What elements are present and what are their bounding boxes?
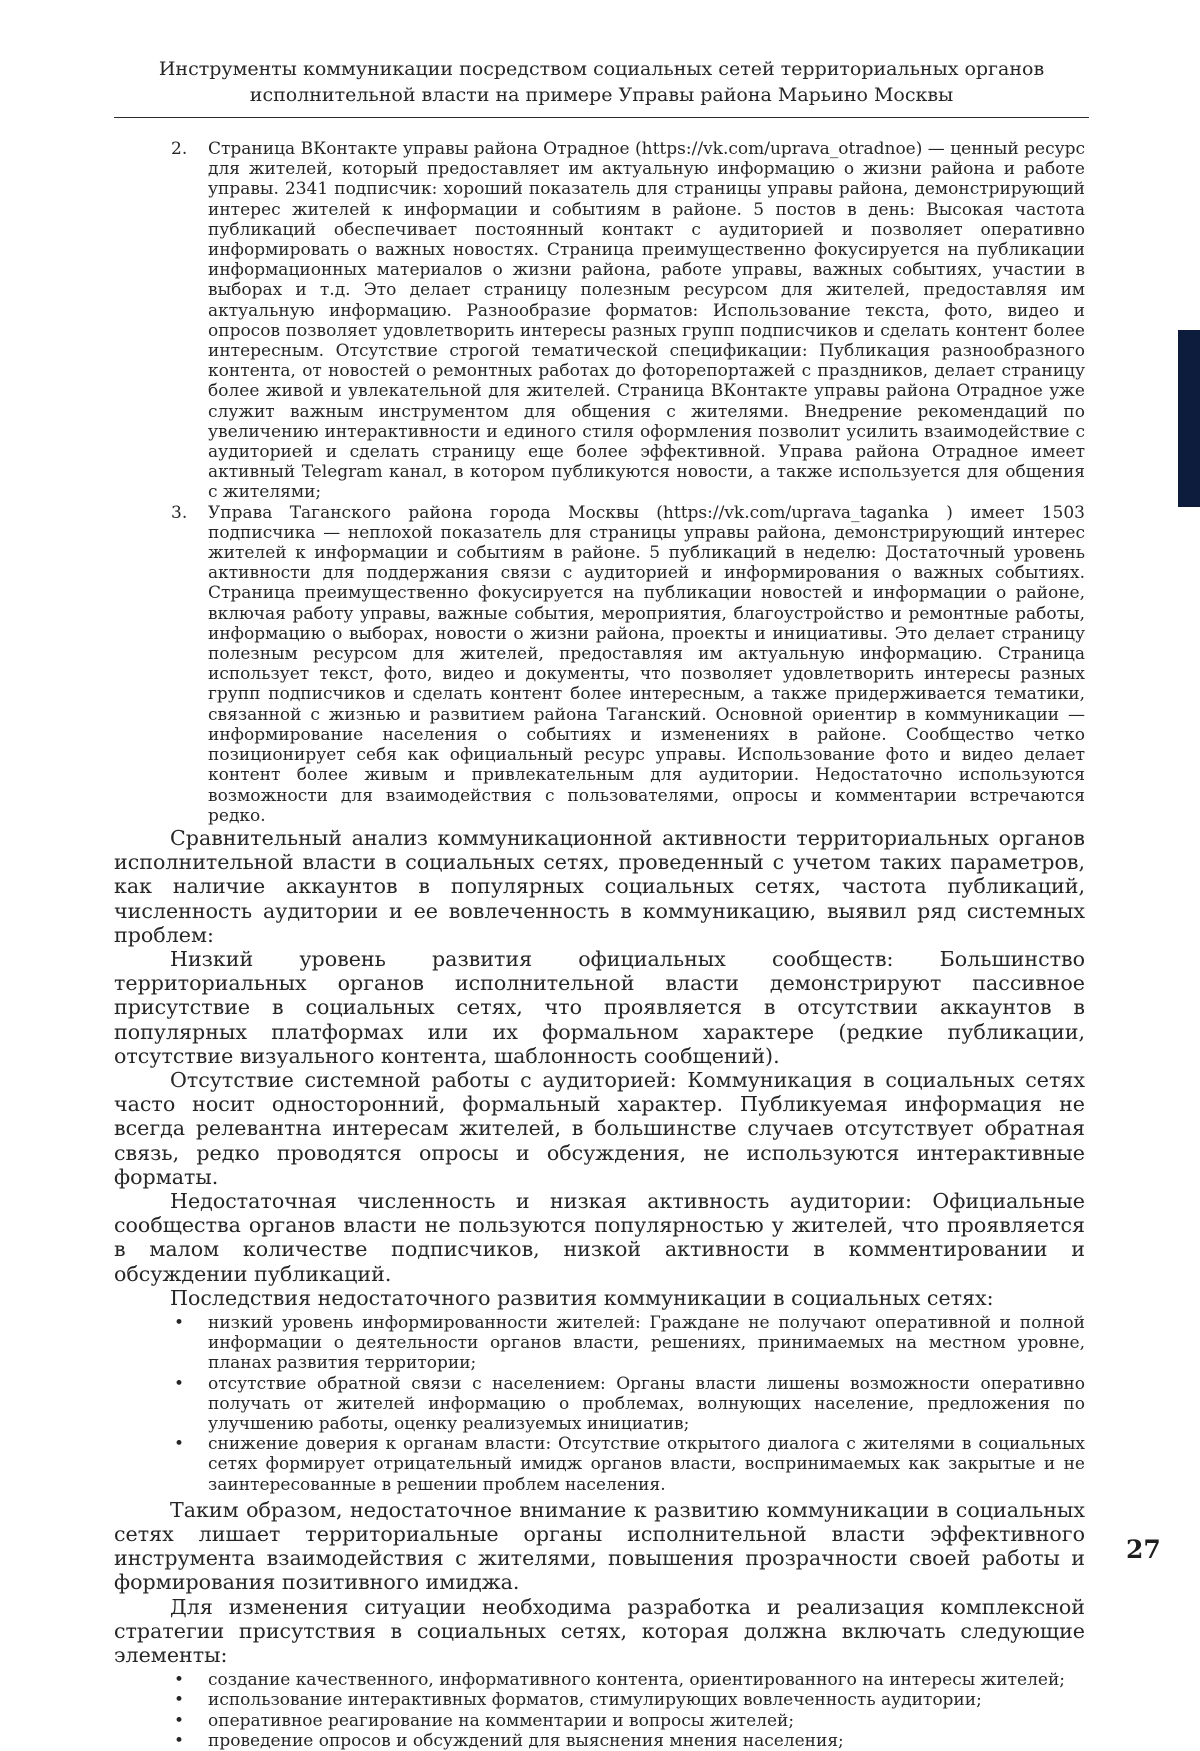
header-rule [114,117,1089,118]
section-side-tab [1178,330,1200,507]
bullet-marker: • [174,1731,184,1751]
bullet-marker: • [174,1313,184,1333]
list-item-number: 3. [171,503,187,523]
list-item [114,503,1085,826]
bullet-marker: • [174,1670,184,1690]
body-paragraph: Последствия недостаточного развития коммуникации в социальных сетях: [114,1286,1085,1310]
body-paragraph: Низкий уровень развития официальных сообществ: Большинство территориальных органов исполнительной власти демонстрируют пассивное присутствие в социальных сетях, что проявляется в отсутствии аккаунтов в популярных платформах или их формальном характере (редкие публикации, отсутствие визуального контента, шаблонность сообщений). [114,947,1085,1068]
body-paragraph: Таким образом, недостаточное внимание к развитию коммуникации в социальных сетях лишает территориальные органы исполнительной власти эффективного инструмента взаимодействия с жителями, повышения прозрачности своей работы и формирования позитивного имиджа. [114,1498,1085,1595]
body-paragraph: Сравнительный анализ коммуникационной активности территориальных органов исполнительной власти в социальных сетях, проведенный с учетом таких параметров, как наличие аккаунтов в популярных социальных сетях, частота публикаций, численность аудитории и ее вовлеченность в коммуникацию, выявил ряд системных проблем: [114,826,1085,947]
running-header [114,56,1089,108]
bullet-item [114,1731,1085,1751]
bullet-item [114,1313,1085,1374]
running-header-line-1: Инструменты коммуникации посредством социальных сетей территориальных органов [114,56,1089,82]
page-body [114,139,1085,1751]
running-header-line-2: исполнительной власти на примере Управы района Марьино Москвы [114,82,1089,108]
consequences-bullet-list [114,1313,1085,1495]
body-paragraph: Недостаточная численность и низкая активность аудитории: Официальные сообщества органов власти не пользуются популярностью у жителей, что проявляется в малом количестве подписчиков, низкой активности в комментировании и обсуждении публикаций. [114,1189,1085,1286]
body-paragraph: Для изменения ситуации необходима разработка и реализация комплексной стратегии присутствия в социальных сетях, которая должна включать следующие элементы: [114,1595,1085,1668]
body-paragraph: Отсутствие системной работы с аудиторией: Коммуникация в социальных сетях часто носит односторонний, формальный характер. Публикуемая информация не всегда релевантна интересам жителей, в большинстве случаев отсутствует обратная связь, редко проводятся опросы и обсуждения, не используются интерактивные форматы. [114,1068,1085,1189]
bullet-text: низкий уровень информированности жителей: Граждане не получают оперативной и полной информации о деятельности органов власти, решениях, принимаемых на местном уровне, планах развития территории; [208,1313,1085,1373]
bullet-item [114,1434,1085,1495]
page-number: 27 [1126,1535,1161,1564]
list-item-text: Страница ВКонтакте управы района Отрадное (https://vk.com/uprava_otradnoe) — ценный ресурс для жителей, который предоставляет им актуальную информацию о жизни района и работе управы. 2341 подписчик: хороший показатель для страницы управы района, демонстрирующий интерес жителей к информации и событиям в районе. 5 постов в день: Высокая частота публикаций обеспечивает постоянный контакт с аудиторией и позволяет оперативно информировать о важных новостях. Страница преимущественно фокусируется на публикации информационных материалов о жизни района, работе управы, важных событиях, участии в выборах и т.д. Это делает страницу полезным ресурсом для жителей, предоставляя им актуальную информацию. Разнообразие форматов: Использование текста, фото, видео и опросов позволяет удовлетворить интересы разных групп подписчиков и сделать контент более интересным. Отсутствие строгой тематической спецификации: Публикация разнообразного контента, от новостей о ремонтных работах до фоторепортажей с праздников, делает страницу более живой и увлекательной для жителей. Страница ВКонтакте управы района Отрадное уже служит важным инструментом для общения с жителями. Внедрение рекомендаций по увеличению интерактивности и единого стиля оформления позволит усилить взаимодействие с аудиторией и сделать страницу еще более эффективной. Управа района Отрадное имеет активный Telegram канал, в котором публикуются новости, а также используется для общения с жителями; [208,139,1085,502]
list-item-text: Управа Таганского района города Москвы (https://vk.com/uprava_taganka ) имеет 1503 подписчика — неплохой показатель для страницы управы района, демонстрирующий интерес жителей к информации и событиям в районе. 5 публикаций в неделю: Достаточный уровень активности для поддержания связи с аудиторией и информирования о важных событиях. Страница преимущественно фокусируется на публикации новостей и информации о районе, включая работу управы, важные события, мероприятия, благоустройство и ремонтные работы, информацию о выборах, новости о жизни района, проекты и инициативы. Это делает страницу полезным ресурсом для жителей, предоставляя им актуальную информацию. Страница использует текст, фото, видео и документы, что позволяет удовлетворить интересы разных групп подписчиков и сделать контент более интересным, а также придерживается тематики, связанной с жизнью и развитием района Таганский. Основной ориентир в коммуникации — информирование населения о событиях и изменениях в районе. Сообщество четко позиционирует себя как официальный ресурс управы. Использование фото и видео делает контент более живым и привлекательным для аудитории. Недостаточно используются возможности для взаимодействия с пользователями, опросы и комментарии встречаются редко. [208,503,1085,826]
bullet-marker: • [174,1711,184,1731]
list-item [114,139,1085,503]
bullet-item [114,1670,1085,1690]
bullet-text: проведение опросов и обсуждений для выяснения мнения населения; [208,1731,844,1751]
bullet-item [114,1711,1085,1731]
bullet-item [114,1690,1085,1710]
bullet-text: оперативное реагирование на комментарии и вопросы жителей; [208,1711,794,1731]
bullet-text: отсутствие обратной связи с населением: Органы власти лишены возможности оперативно получать от жителей информацию о проблемах, волнующих население, предложения по улучшению работы, оценку реализуемых инициатив; [208,1374,1085,1434]
bullet-marker: • [174,1374,184,1394]
bullet-marker: • [174,1434,184,1454]
bullet-marker: • [174,1690,184,1710]
bullet-text: снижение доверия к органам власти: Отсутствие открытого диалога с жителями в социальных сетях формирует отрицательный имидж органов власти, воспринимаемых как закрытые и не заинтересованные в решении проблем населения. [208,1434,1085,1494]
bullet-text: использование интерактивных форматов, стимулирующих вовлеченность аудитории; [208,1690,982,1710]
bullet-item [114,1374,1085,1435]
numbered-list [114,139,1085,826]
list-item-number: 2. [171,139,187,159]
bullet-text: создание качественного, информативного контента, ориентированного на интересы жителей; [208,1670,1065,1690]
strategy-bullet-list [114,1670,1085,1751]
